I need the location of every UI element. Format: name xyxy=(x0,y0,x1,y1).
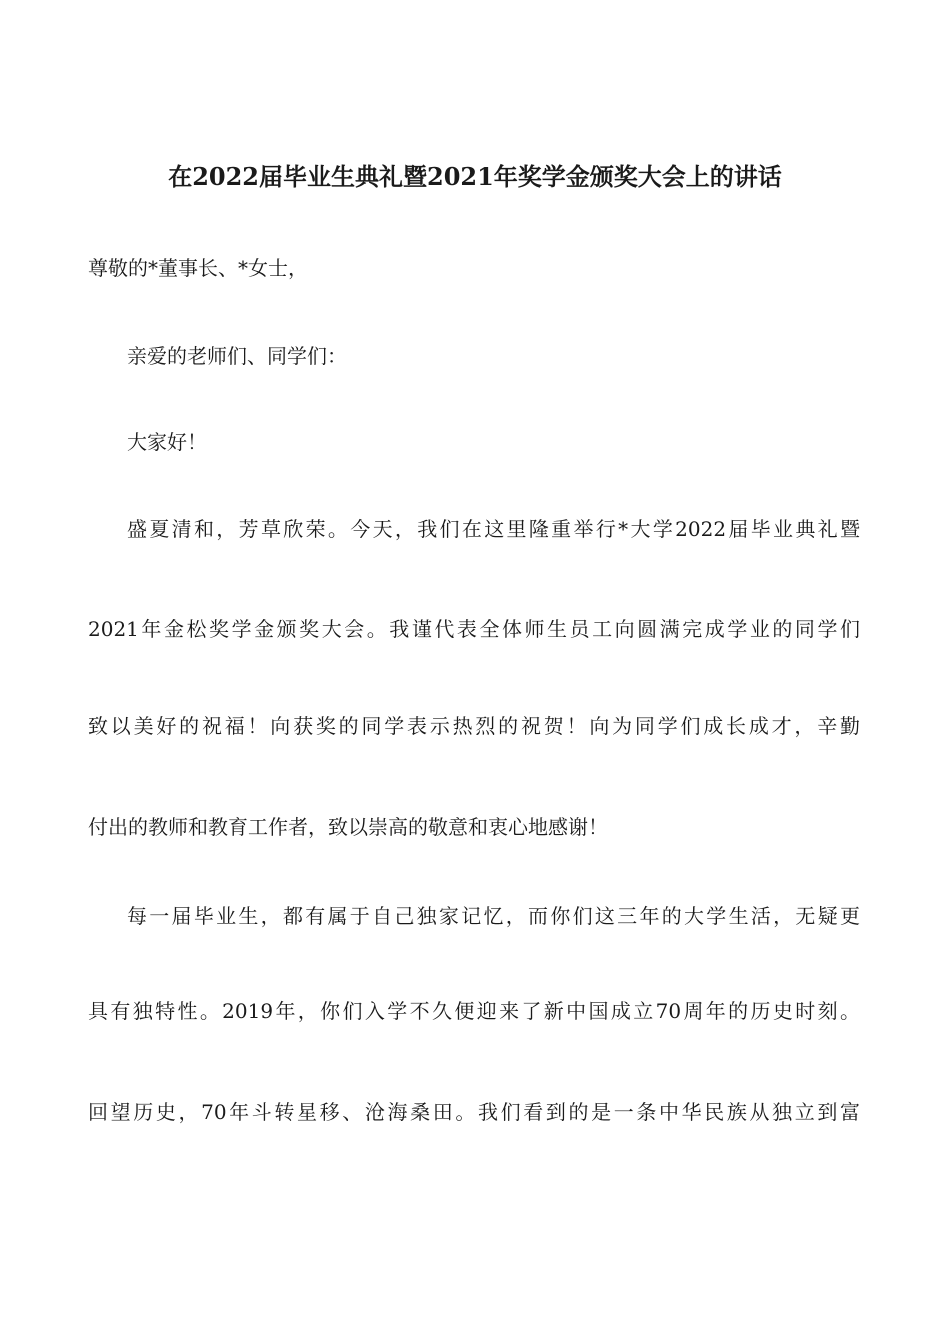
document-title: 在2022届毕业生典礼暨2021年奖学金颁奖大会上的讲话 xyxy=(168,162,782,191)
paragraph-2-line-1: 每一届毕业生，都有属于自己独家记忆，而你们这三年的大学生活，无疑更 xyxy=(127,904,860,928)
greeting-everyone: 大家好！ xyxy=(127,430,207,454)
paragraph-2-line-2: 具有独特性。2019年，你们入学不久便迎来了新中国成立70周年的历史时刻。 xyxy=(88,999,860,1023)
paragraph-2-line-3: 回望历史，70年斗转星移、沧海桑田。我们看到的是一条中华民族从独立到富 xyxy=(88,1100,860,1124)
paragraph-1-line-1: 盛夏清和，芳草欣荣。今天，我们在这里隆重举行*大学2022届毕业典礼暨 xyxy=(127,517,860,541)
paragraph-1-line-4: 付出的教师和教育工作者，致以崇高的敬意和衷心地感谢！ xyxy=(88,815,608,839)
paragraph-1-line-2: 2021年金松奖学金颁奖大会。我谨代表全体师生员工向圆满完成学业的同学们 xyxy=(88,617,860,641)
salutation: 尊敬的*董事长、*女士， xyxy=(88,256,308,280)
paragraph-1-line-3: 致以美好的祝福！向获奖的同学表示热烈的祝贺！向为同学们成长成才，辛勤 xyxy=(88,714,860,738)
greeting-teachers-students: 亲爱的老师们、同学们： xyxy=(127,344,347,368)
